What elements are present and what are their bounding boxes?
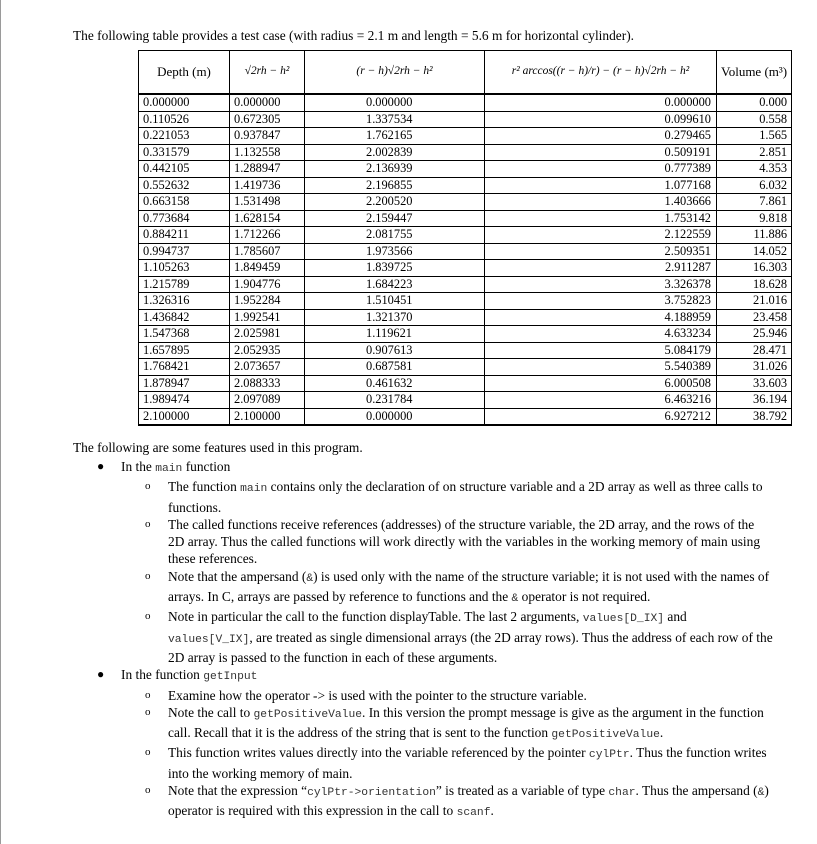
features-list — [73, 458, 773, 823]
inline-code: getPositiveValue — [551, 729, 660, 742]
section-title-suffix: function — [182, 459, 231, 474]
feature-item — [121, 608, 773, 666]
cell-sqrt: 0.000000 — [230, 94, 305, 111]
test-case-table — [138, 50, 792, 426]
cell-volume: 28.471 — [717, 342, 792, 359]
cell-depth: 0.552632 — [139, 177, 230, 194]
cell-product: 1.510451 — [305, 293, 485, 310]
item-text: ” is treated as a variable of type — [435, 783, 609, 799]
cell-volume: 9.818 — [717, 210, 792, 227]
sub-bullet-icon: o — [145, 688, 151, 701]
cell-sqrt: 0.672305 — [230, 111, 305, 128]
cell-product: 1.337534 — [305, 111, 485, 128]
bullet-icon: ● — [97, 667, 105, 682]
inline-code: & — [306, 572, 314, 585]
cell-product: 2.081755 — [305, 227, 485, 244]
cell-sqrt: 1.849459 — [230, 260, 305, 277]
cell-sqrt: 0.937847 — [230, 128, 305, 145]
cell-depth: 1.657895 — [139, 342, 230, 359]
inline-code: cylPtr->orientation — [307, 787, 436, 800]
feature-sublist — [121, 687, 773, 823]
cell-segment-area: 4.633234 — [485, 326, 717, 343]
cell-volume: 18.628 — [717, 276, 792, 293]
intro-paragraph: The following table provides a test case (with radius = 2.1 m and length = 5.6 m for horizontal cylinder). — [73, 28, 635, 43]
section-title-code: getInput — [203, 671, 258, 684]
table-row — [139, 359, 792, 376]
inline-code: values[D_IX] — [582, 613, 665, 626]
feature-item — [121, 704, 773, 745]
cell-segment-area: 0.000000 — [485, 94, 717, 111]
cell-volume: 31.026 — [717, 359, 792, 376]
cell-segment-area: 0.279465 — [485, 128, 717, 145]
item-text: Note in particular the call to the function displayTable. The last 2 arguments, — [168, 609, 583, 625]
cell-sqrt: 1.288947 — [230, 161, 305, 178]
item-text: and — [664, 609, 687, 625]
cell-product: 1.119621 — [305, 326, 485, 343]
table-row — [139, 392, 792, 409]
cell-segment-area: 5.084179 — [485, 342, 717, 359]
cell-product: 2.002839 — [305, 144, 485, 161]
cell-volume: 36.194 — [717, 392, 792, 409]
table-body — [139, 94, 792, 425]
table-row — [139, 177, 792, 194]
cell-product: 0.000000 — [305, 408, 485, 425]
cell-segment-area: 0.509191 — [485, 144, 717, 161]
item-text: . — [659, 725, 664, 741]
table-row — [139, 161, 792, 178]
cell-sqrt: 1.785607 — [230, 243, 305, 260]
feature-section — [73, 458, 773, 666]
cell-sqrt: 1.992541 — [230, 309, 305, 326]
cell-segment-area: 6.000508 — [485, 375, 717, 392]
item-text: ) is used only with the name of the structure variable; it is not used with the names of arrays. In C, arrays are passed by reference to functions and the — [168, 568, 770, 605]
cell-volume: 16.303 — [717, 260, 792, 277]
cell-product: 0.461632 — [305, 375, 485, 392]
item-text: The function — [168, 479, 241, 495]
inline-code: getPositiveValue — [253, 708, 362, 721]
cell-sqrt: 1.952284 — [230, 293, 305, 310]
cell-volume: 33.603 — [717, 375, 792, 392]
cell-volume: 4.353 — [717, 161, 792, 178]
cell-volume: 21.016 — [717, 293, 792, 310]
item-text: Note the call to — [168, 704, 254, 720]
item-text: , are treated as single dimensional arrays (the 2D array rows). Thus the address of each row of the 2D array is passed to the function in each of these arguments. — [168, 629, 773, 665]
table-row — [139, 326, 792, 343]
inline-code: scanf — [456, 807, 491, 820]
item-text: . In this version the prompt message is give as the argument in the function call. Recall that it is the address of the string that is sent to the function — [168, 704, 764, 741]
cell-depth: 1.215789 — [139, 276, 230, 293]
cell-depth: 0.994737 — [139, 243, 230, 260]
feature-item — [121, 478, 773, 516]
cell-segment-area: 6.927212 — [485, 408, 717, 425]
cell-depth: 0.000000 — [139, 94, 230, 111]
feature-item — [121, 782, 773, 823]
cell-segment-area: 5.540389 — [485, 359, 717, 376]
header-segment-area-formula: r² arccos((r − h)/r) − (r − h)√2rh − h² — [485, 51, 717, 95]
cell-segment-area: 1.077168 — [485, 177, 717, 194]
table-row — [139, 408, 792, 425]
cell-segment-area: 2.122559 — [485, 227, 717, 244]
cell-sqrt: 2.088333 — [230, 375, 305, 392]
header-depth: Depth (m) — [139, 51, 230, 95]
cell-product: 2.200520 — [305, 194, 485, 211]
item-text: contains only the declaration of on structure variable and a 2D array as well as three calls to functions. — [168, 479, 763, 515]
inline-code: & — [511, 593, 519, 606]
table-row — [139, 94, 792, 111]
table-row — [139, 309, 792, 326]
sub-bullet-icon: o — [145, 746, 151, 759]
cell-product: 1.762165 — [305, 128, 485, 145]
cell-depth: 0.773684 — [139, 210, 230, 227]
cell-segment-area: 2.911287 — [485, 260, 717, 277]
inline-code: cylPtr — [588, 749, 630, 762]
cell-sqrt: 1.531498 — [230, 194, 305, 211]
sub-bullet-icon: o — [145, 705, 151, 718]
page-left-border — [0, 0, 1, 844]
cell-depth: 0.663158 — [139, 194, 230, 211]
cell-depth: 0.884211 — [139, 227, 230, 244]
cell-product: 2.136939 — [305, 161, 485, 178]
cell-sqrt: 1.712266 — [230, 227, 305, 244]
cell-depth: 0.221053 — [139, 128, 230, 145]
cell-product: 1.321370 — [305, 309, 485, 326]
cell-segment-area: 2.509351 — [485, 243, 717, 260]
cell-sqrt: 1.904776 — [230, 276, 305, 293]
features-heading: The following are some features used in this program. — [73, 440, 363, 455]
inline-code: char — [608, 787, 636, 800]
table-row — [139, 375, 792, 392]
cell-product: 0.000000 — [305, 94, 485, 111]
cell-sqrt: 2.025981 — [230, 326, 305, 343]
sub-bullet-icon: o — [145, 610, 151, 623]
cell-product: 2.159447 — [305, 210, 485, 227]
item-text: operator is not required. — [518, 589, 651, 605]
cell-depth: 1.768421 — [139, 359, 230, 376]
cell-segment-area: 1.403666 — [485, 194, 717, 211]
table-row — [139, 276, 792, 293]
table-row — [139, 260, 792, 277]
cell-volume: 0.000 — [717, 94, 792, 111]
cell-product: 0.687581 — [305, 359, 485, 376]
item-text: Note that the expression “ — [168, 783, 308, 799]
bullet-icon: ● — [97, 459, 105, 473]
cell-depth: 1.436842 — [139, 309, 230, 326]
cell-product: 1.684223 — [305, 276, 485, 293]
feature-item — [121, 516, 773, 568]
sub-bullet-icon: o — [145, 569, 151, 582]
cell-volume: 1.565 — [717, 128, 792, 145]
cell-volume: 6.032 — [717, 177, 792, 194]
table-row — [139, 342, 792, 359]
feature-item — [121, 687, 773, 704]
cell-product: 0.907613 — [305, 342, 485, 359]
feature-section — [73, 666, 773, 822]
item-text: . Thus the ampersand ( — [635, 783, 758, 799]
section-title-code: main — [155, 463, 183, 475]
cell-volume: 14.052 — [717, 243, 792, 260]
cell-sqrt: 2.097089 — [230, 392, 305, 409]
cell-depth: 1.326316 — [139, 293, 230, 310]
section-title-text: In the function — [121, 667, 204, 683]
table-row — [139, 243, 792, 260]
item-text: This function writes values directly into the variable referenced by the pointer — [168, 745, 589, 761]
cell-depth: 0.331579 — [139, 144, 230, 161]
cell-volume: 38.792 — [717, 408, 792, 425]
cell-segment-area: 6.463216 — [485, 392, 717, 409]
cell-segment-area: 0.099610 — [485, 111, 717, 128]
cell-product: 1.973566 — [305, 243, 485, 260]
cell-depth: 2.100000 — [139, 408, 230, 425]
item-text: ) operator is required with this expression in the call to — [168, 783, 769, 819]
item-text: The called functions receive references (addresses) of the structure variable, the 2D array, and the rows of the 2D array. Thus the called functions will work directly with the variables in the working memory of main using these references. — [168, 516, 761, 567]
cell-volume: 0.558 — [717, 111, 792, 128]
feature-item — [121, 568, 773, 609]
header-sqrt-formula: √2rh − h² — [230, 51, 305, 95]
cell-sqrt: 2.073657 — [230, 359, 305, 376]
section-title — [121, 459, 230, 474]
cell-product: 2.196855 — [305, 177, 485, 194]
cell-segment-area: 4.188959 — [485, 309, 717, 326]
cell-sqrt: 2.052935 — [230, 342, 305, 359]
item-text: . — [490, 803, 494, 819]
cell-volume: 7.861 — [717, 194, 792, 211]
item-text: . Thus the function writes into the working memory of main. — [168, 745, 767, 781]
table-row — [139, 293, 792, 310]
table-row — [139, 210, 792, 227]
cell-segment-area: 3.326378 — [485, 276, 717, 293]
table-row — [139, 144, 792, 161]
sub-bullet-icon: o — [145, 517, 151, 530]
cell-segment-area: 0.777389 — [485, 161, 717, 178]
inline-code: values[V_IX] — [168, 633, 250, 646]
cell-product: 1.839725 — [305, 260, 485, 277]
cell-product: 0.231784 — [305, 392, 485, 409]
cell-volume: 2.851 — [717, 144, 792, 161]
header-product-formula: (r − h)√2rh − h² — [305, 51, 485, 95]
cell-depth: 1.105263 — [139, 260, 230, 277]
section-title — [121, 667, 257, 682]
cell-depth: 1.547368 — [139, 326, 230, 343]
cell-depth: 1.989474 — [139, 392, 230, 409]
cell-depth: 0.110526 — [139, 111, 230, 128]
cell-sqrt: 2.100000 — [230, 408, 305, 425]
table-row — [139, 227, 792, 244]
inline-code: main — [240, 483, 268, 496]
feature-sublist — [121, 478, 773, 666]
section-title-text: In the — [121, 459, 156, 474]
cell-sqrt: 1.419736 — [230, 177, 305, 194]
table-row — [139, 194, 792, 211]
item-text: Examine how the operator -> is used with the pointer to the structure variable. — [168, 687, 587, 703]
sub-bullet-icon: o — [145, 784, 151, 797]
cell-volume: 25.946 — [717, 326, 792, 343]
table-row — [139, 111, 792, 128]
cell-volume: 23.458 — [717, 309, 792, 326]
cell-segment-area: 1.753142 — [485, 210, 717, 227]
table-row — [139, 128, 792, 145]
cell-sqrt: 1.628154 — [230, 210, 305, 227]
cell-depth: 1.878947 — [139, 375, 230, 392]
cell-segment-area: 3.752823 — [485, 293, 717, 310]
inline-code: & — [757, 787, 765, 800]
feature-item — [121, 744, 773, 782]
header-volume: Volume (m³) — [717, 51, 792, 95]
table-header-row — [139, 51, 792, 95]
cell-depth: 0.442105 — [139, 161, 230, 178]
item-text: Note that the ampersand ( — [168, 568, 307, 584]
sub-bullet-icon: o — [145, 480, 151, 493]
cell-volume: 11.886 — [717, 227, 792, 244]
cell-sqrt: 1.132558 — [230, 144, 305, 161]
